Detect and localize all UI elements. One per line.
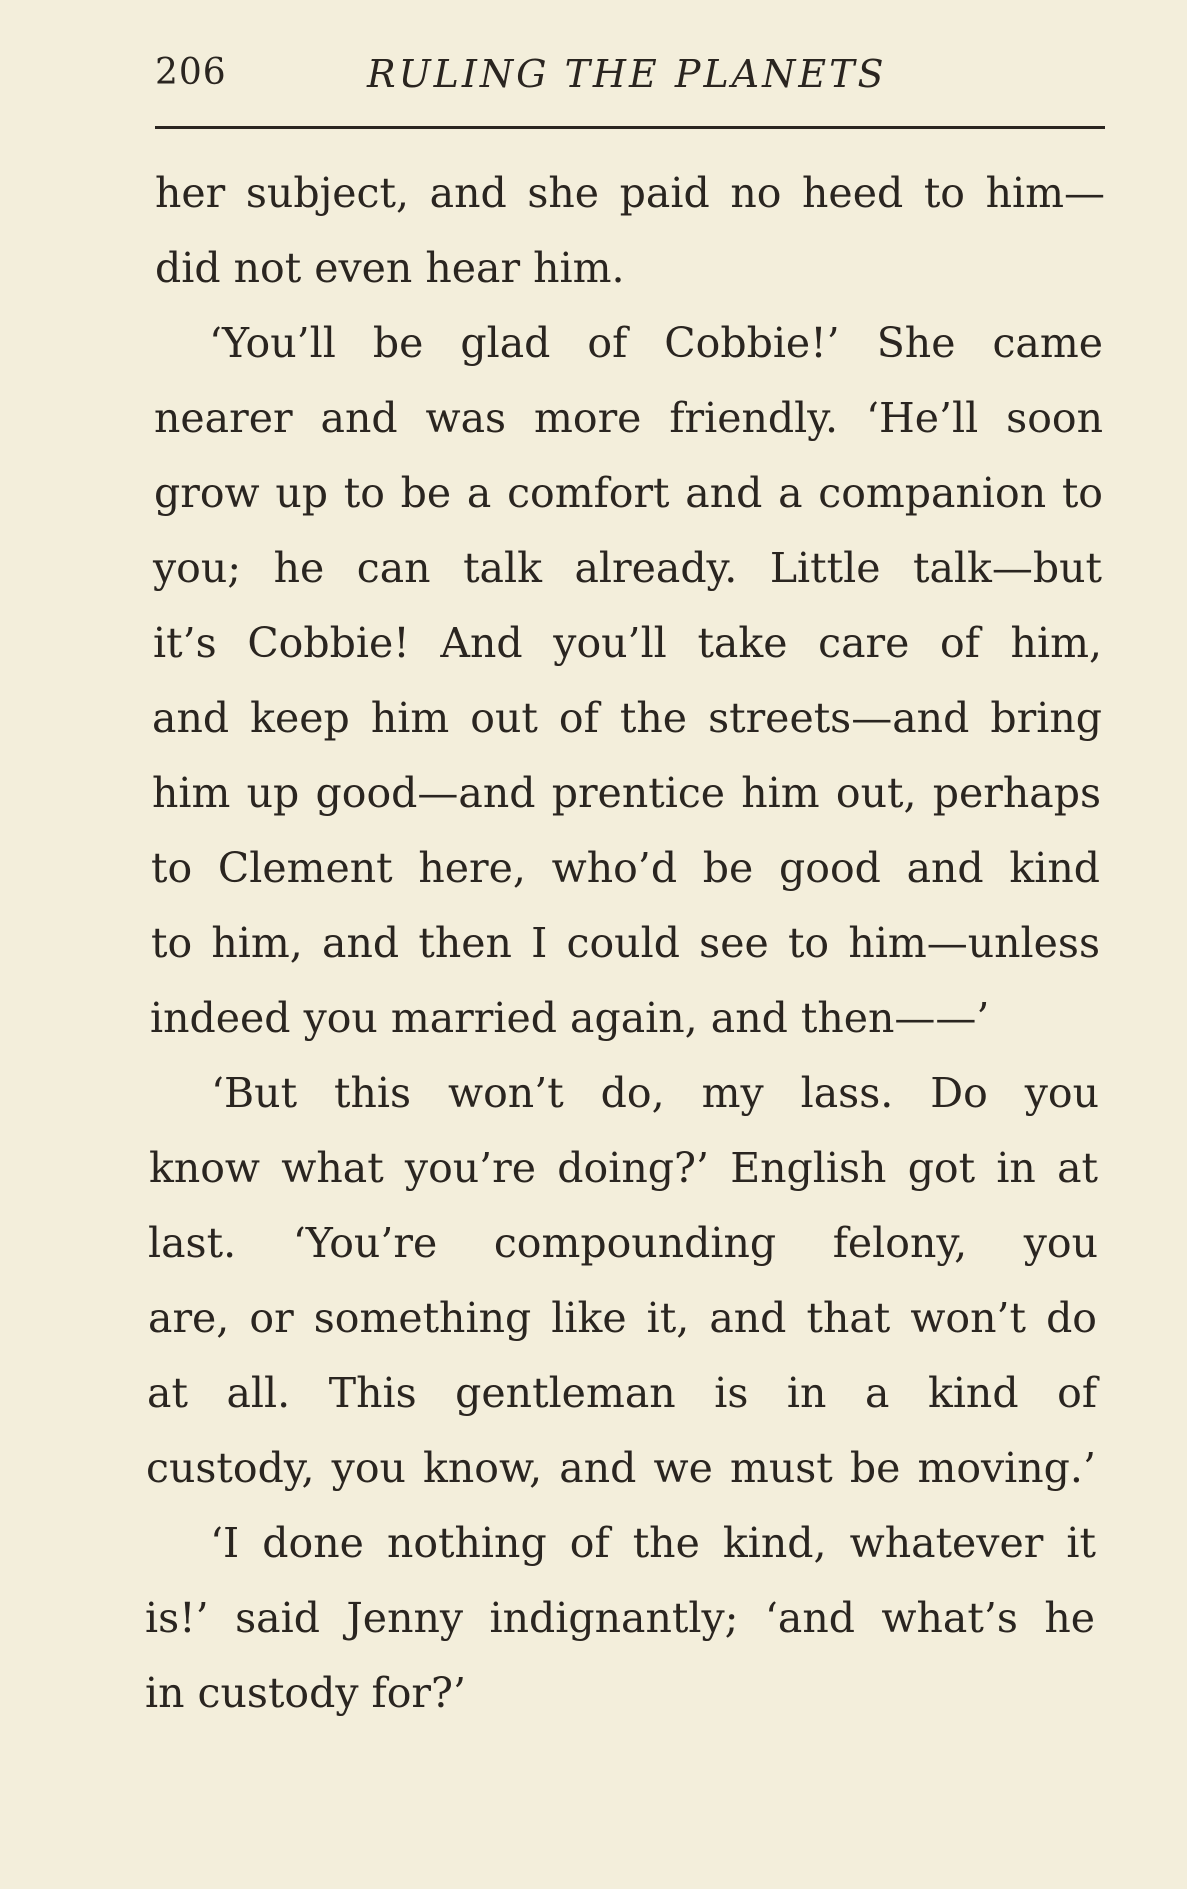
running-head: RULING THE PLANETS [367,52,887,96]
text-line: custody, you know, and we must be moving.’ [146,1444,1096,1492]
text-line: is!’ said Jenny indignantly; ‘and what’s he [145,1594,1095,1642]
header-rule [155,126,1105,129]
text-line: nearer and was more friendly. ‘He’ll soon [154,394,1103,442]
text-line: at all. This gentleman is in a kind of [147,1369,1097,1417]
text-line: did not even hear him. [155,244,625,292]
text-line: know what you’re doing?’ English got in at [149,1144,1098,1192]
text-line: in custody for?’ [145,1669,467,1717]
page-header [155,52,1105,100]
text-line: him up good—and prentice him out, perhaps [152,769,1101,817]
text-line: and keep him out of the streets—and bring [152,694,1102,742]
text-line: are, or something like it, and that won’t do [148,1294,1097,1342]
text-line: her subject, and she paid no heed to him— [155,169,1105,217]
text-line: grow up to be a comfort and a companion to [154,469,1103,517]
text-line: ‘I done nothing of the kind, whatever it [210,1519,1096,1567]
text-line: it’s Cobbie! And you’ll take care of him, [153,619,1102,667]
text-line: to Clement here, who’d be good and kind [151,844,1100,892]
text-line: indeed you married again, and then——’ [150,994,990,1042]
text-line: to him, and then I could see to him—unless [151,919,1100,967]
text-line: last. ‘You’re compounding felony, you [148,1219,1098,1267]
text-line: you; he can talk already. Little talk—but [153,544,1102,592]
text-line: ‘You’ll be glad of Cobbie!’ She came [209,319,1103,367]
page-number: 206 [155,52,227,93]
text-line: ‘But this won’t do, my lass. Do you [211,1069,1099,1117]
